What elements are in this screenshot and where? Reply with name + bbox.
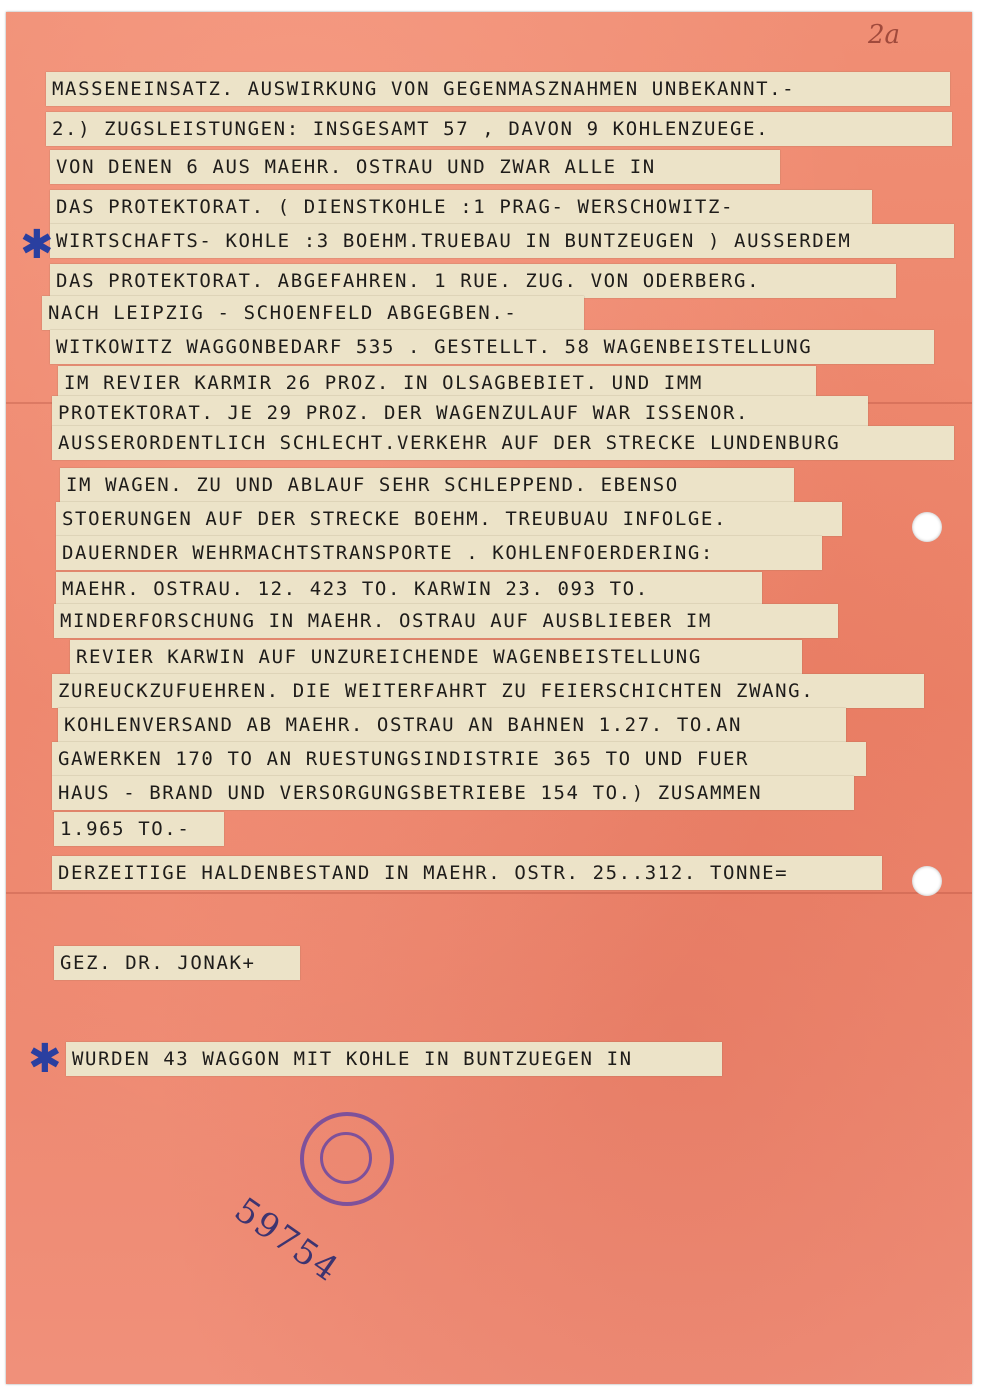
tape-strip: WITKOWITZ WAGGONBEDARF 535 . GESTELLT. 58 WAGENBEISTELLUNG [50, 330, 934, 364]
tape-line [0, 224, 1000, 258]
tape-line [0, 946, 1000, 980]
tape-strip: DAS PROTEKTORAT. ( DIENSTKOHLE :1 PRAG- WERSCHOWITZ- [50, 190, 872, 224]
tape-strip: MAEHR. OSTRAU. 12. 423 TO. KARWIN 23. 093 TO. [56, 572, 762, 606]
tape-strip: IM REVIER KARMIR 26 PROZ. IN OLSAGBEBIET. UND IMM [58, 366, 816, 400]
tape-strip: STOERUNGEN AUF DER STRECKE BOEHM. TREUBUAU INFOLGE. [56, 502, 842, 536]
corner-note: 2a [868, 20, 901, 50]
tape-line [0, 640, 1000, 674]
tape-line [0, 330, 1000, 364]
tape-line [0, 72, 1000, 106]
tape-strip: ZUREUCKZUFUEHREN. DIE WEITERFAHRT ZU FEIERSCHICHTEN ZWANG. [52, 674, 924, 708]
tape-strip: KOHLENVERSAND AB MAEHR. OSTRAU AN BAHNEN 1.27. TO.AN [58, 708, 846, 742]
tape-line [0, 426, 1000, 460]
tape-line [0, 776, 1000, 810]
tape-line [0, 674, 1000, 708]
tape-strip: HAUS - BRAND UND VERSORGUNGSBETRIEBE 154 TO.) ZUSAMMEN [52, 776, 854, 810]
tape-line [0, 742, 1000, 776]
tape-strip: REVIER KARWIN AUF UNZUREICHENDE WAGENBEISTELLUNG [70, 640, 802, 674]
tape-strip: NACH LEIPZIG - SCHOENFELD ABGEGBEN.- [42, 296, 584, 330]
tape-line [0, 150, 1000, 184]
tape-line [0, 468, 1000, 502]
tape-strip: DAS PROTEKTORAT. ABGEFAHREN. 1 RUE. ZUG. VON ODERBERG. [50, 264, 896, 298]
ink-asterisk-mark: ✱ [20, 222, 54, 268]
archive-stamp-center [320, 1132, 372, 1184]
tape-line [0, 296, 1000, 330]
tape-line [0, 856, 1000, 890]
tape-strip: 1.965 TO.- [54, 812, 224, 846]
tape-line [0, 264, 1000, 298]
tape-strip: VON DENEN 6 AUS MAEHR. OSTRAU UND ZWAR ALLE IN [50, 150, 780, 184]
tape-line [0, 396, 1000, 430]
archive-stamp [300, 1112, 394, 1206]
tape-line [0, 1042, 1000, 1076]
tape-strip: 2.) ZUGSLEISTUNGEN: INSGESAMT 57 , DAVON 9 KOHLENZUEGE. [46, 112, 952, 146]
tape-line [0, 536, 1000, 570]
tape-line [0, 190, 1000, 224]
tape-strip: DERZEITIGE HALDENBESTAND IN MAEHR. OSTR. 25..312. TONNE= [52, 856, 882, 890]
tape-line [0, 502, 1000, 536]
ink-asterisk-mark: ✱ [28, 1036, 62, 1082]
tape-strip: MASSENEINSATZ. AUSWIRKUNG VON GEGENMASZNAHMEN UNBEKANNT.- [46, 72, 950, 106]
tape-strip: GEZ. DR. JONAK+ [54, 946, 300, 980]
tape-strip: AUSSERORDENTLICH SCHLECHT.VERKEHR AUF DER STRECKE LUNDENBURG [52, 426, 954, 460]
tape-strip: DAUERNDER WEHRMACHTSTRANSPORTE . KOHLENFOERDERING: [56, 536, 822, 570]
tape-strip: PROTEKTORAT. JE 29 PROZ. DER WAGENZULAUF WAR ISSENOR. [52, 396, 868, 430]
paper-fold [6, 892, 972, 894]
tape-strip: GAWERKEN 170 TO AN RUESTUNGSINDISTRIE 365 TO UND FUER [52, 742, 866, 776]
tape-line [0, 708, 1000, 742]
tape-strip: WIRTSCHAFTS- KOHLE :3 BOEHM.TRUEBAU IN BUNTZEUGEN ) AUSSERDEM [50, 224, 954, 258]
tape-line [0, 604, 1000, 638]
tape-strip: MINDERFORSCHUNG IN MAEHR. OSTRAU AUF AUSBLIEBER IM [54, 604, 838, 638]
tape-line [0, 112, 1000, 146]
tape-line [0, 366, 1000, 400]
tape-strip: WURDEN 43 WAGGON MIT KOHLE IN BUNTZUEGEN IN [66, 1042, 722, 1076]
tape-strip: IM WAGEN. ZU UND ABLAUF SEHR SCHLEPPEND. EBENSO [60, 468, 794, 502]
archive-number: 59754 [227, 1190, 347, 1291]
tape-line [0, 812, 1000, 846]
tape-line [0, 572, 1000, 606]
